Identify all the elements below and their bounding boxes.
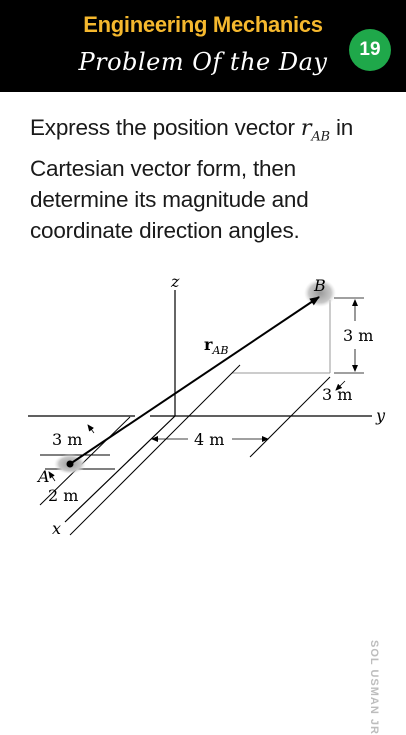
dim-3m-right-label: 3 m bbox=[322, 385, 353, 404]
problem-text-after: in Cartesian vector form, then determine its magnitude and coordinate direction angles. bbox=[30, 115, 354, 243]
vector-rab-label-main: r bbox=[204, 335, 213, 354]
x-axis-label: x bbox=[52, 519, 62, 538]
point-a-dot bbox=[67, 461, 74, 468]
diagonal-line-right bbox=[250, 377, 330, 457]
dim-2m-arrow bbox=[49, 472, 55, 481]
dim-3m-left-label: 3 m bbox=[52, 430, 83, 449]
problem-text-before: Express the position vector bbox=[30, 115, 301, 140]
dim-4m-label: 4 m bbox=[194, 430, 225, 449]
dim-2m-label: 2 m bbox=[48, 486, 79, 505]
header-subtitle: Problem Of the Day bbox=[78, 48, 328, 76]
vector-symbol-letter: r bbox=[300, 115, 312, 141]
problem-statement bbox=[30, 112, 390, 246]
dim-3m-vertical-label: 3 m bbox=[343, 326, 374, 345]
vector-rab-label-sub: AB bbox=[212, 344, 229, 357]
header-title: Engineering Mechanics bbox=[83, 12, 323, 37]
z-axis-label: z bbox=[171, 272, 180, 291]
header-bar bbox=[0, 0, 406, 92]
watermark: SOL USMAN JR bbox=[368, 640, 380, 735]
point-b-label: B bbox=[314, 276, 326, 295]
problem-vector-symbol bbox=[300, 115, 330, 145]
y-axis-label: y bbox=[376, 406, 386, 425]
problem-number-badge: 19 bbox=[349, 29, 391, 71]
diagonal-line-lower bbox=[70, 365, 240, 535]
point-a-label: A bbox=[38, 467, 50, 486]
vector-rab-label bbox=[204, 335, 228, 357]
vector-symbol-subscript: AB bbox=[311, 129, 330, 145]
vector-diagram bbox=[0, 255, 406, 555]
dim-3m-left-arrow bbox=[88, 425, 94, 433]
